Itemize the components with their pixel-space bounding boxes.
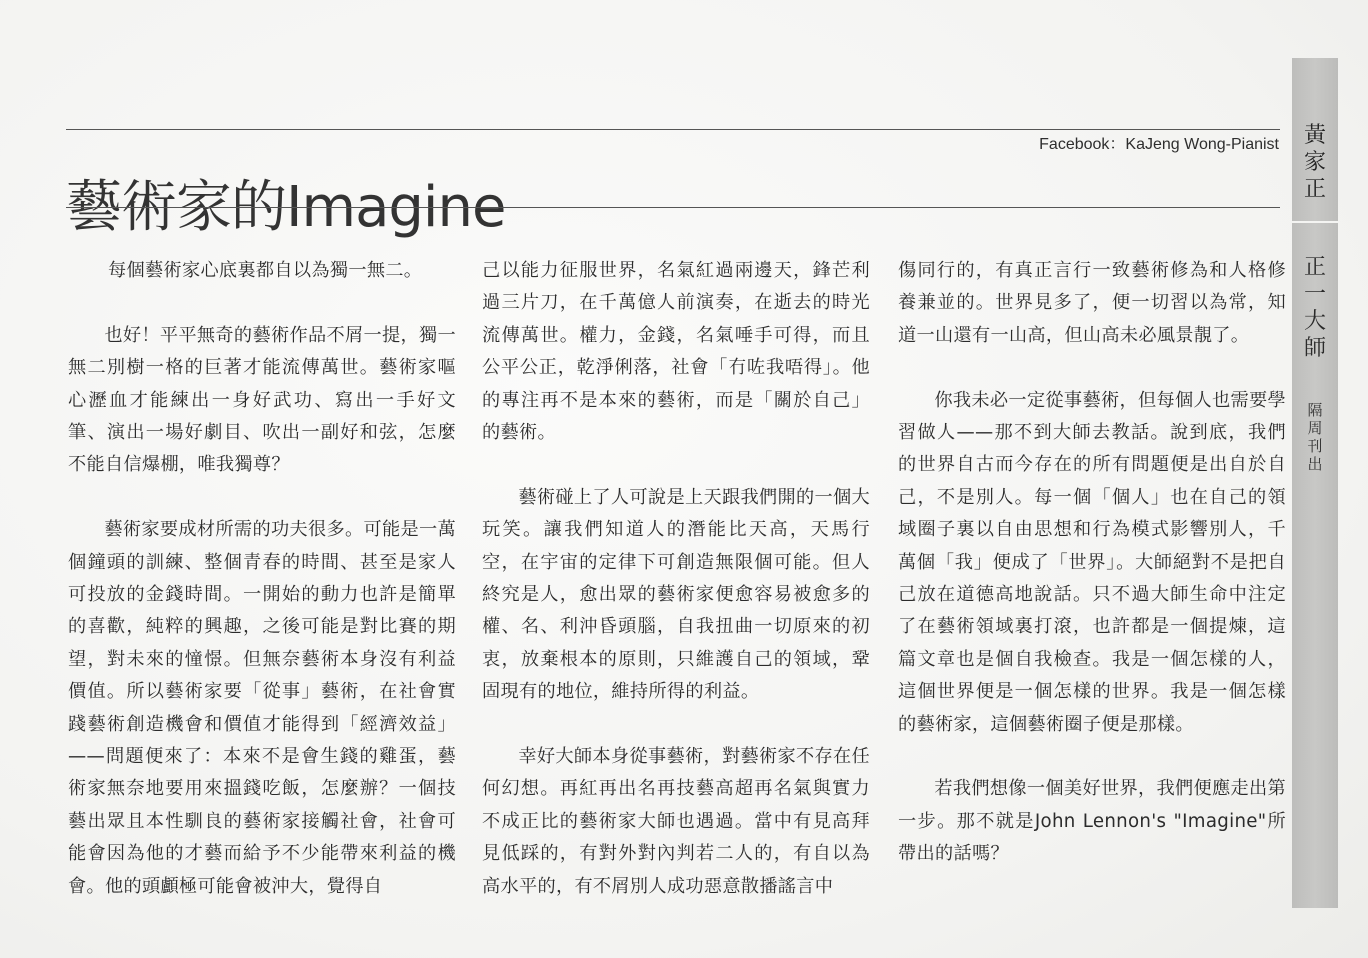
vertical-char: 一 xyxy=(1303,282,1326,307)
vertical-char: 師 xyxy=(1303,336,1326,361)
vertical-char: 周 xyxy=(1307,419,1323,437)
article-column-3 xyxy=(898,255,1286,871)
vertical-char: 家 xyxy=(1303,150,1326,175)
vertical-char: 出 xyxy=(1307,455,1323,473)
column-sidebar xyxy=(1292,58,1338,908)
publication-frequency xyxy=(1292,401,1338,473)
header-top-rule xyxy=(66,129,1280,130)
header-bottom-rule xyxy=(66,207,1280,208)
paragraph: 也好！平平無奇的藝術作品不屑一提，獨一無二別樹一格的巨著才能流傳萬世。藝術家嘔心瀝血才能練出一身好武功、寫出一手好文筆、演出一場好劇目、吹出一副好和弦，怎麼不能自信爆棚，唯我獨尊？ xyxy=(68,324,456,476)
paragraph: 你我未必一定從事藝術，但每個人也需要學習做人——那不到大師去教話。說到底，我們的世界自古而今存在的所有問題便是出自於自己，不是別人。每一個「個人」也在自己的領域圈子裏以自由思想和行為模式影響別人，千萬個「我」便成了「世界」。大師絕對不是把自己放在道德高地說話。只不過大師生命中注定了在藝術領域裏打滾，也許都是一個提煉，這篇文章也是個自我檢查。我是一個怎樣的人，這個世界便是一個怎樣的世界。我是一個怎樣的藝術家，這個藝術圈子便是那樣。 xyxy=(898,389,1286,735)
vertical-char: 大 xyxy=(1303,309,1326,334)
paragraph: 傷同行的，有真正言行一致藝術修為和人格修養兼並的。世界見多了，便一切習以為常，知道一山還有一山高，但山高未必風景靚了。 xyxy=(898,260,1286,346)
article-column-2 xyxy=(482,255,870,903)
vertical-char: 刊 xyxy=(1307,437,1323,455)
author-name xyxy=(1292,122,1338,203)
paragraph: 藝術碰上了人可說是上天跟我們開的一個大玩笑。讓我們知道人的潛能比天高，天馬行空，在宇宙的定律下可創造無限個可能。但人終究是人，愈出眾的藝術家便愈容易被愈多的權、名、利沖昏頭腦，自我扭曲一切原來的初衷，放棄根本的原則，只維護自己的領域，鞏固現有的地位，維持所得的利益。 xyxy=(482,486,870,703)
vertical-char: 隔 xyxy=(1307,401,1323,419)
paragraph: 每個藝術家心底裏都自以為獨一無二。 xyxy=(108,260,423,281)
vertical-char: 黃 xyxy=(1303,123,1326,148)
paragraph: 若我們想像一個美好世界，我們便應走出第一步。那不就是John Lennon's "Imagine"所帶出的話嗎？ xyxy=(898,778,1286,865)
article-column-1 xyxy=(68,255,456,903)
vertical-char: 正 xyxy=(1303,177,1326,202)
author-facebook: Facebook：KaJeng Wong-Pianist xyxy=(1039,136,1279,153)
column-name xyxy=(1292,254,1338,362)
paragraph: 藝術家要成材所需的功夫很多。可能是一萬個鐘頭的訓練、整個青春的時間、甚至是家人可投放的金錢時間。一開始的動力也許是簡單的喜歡，純粹的興趣，之後可能是對比賽的期望，對未來的憧憬。但無奈藝術本身沒有利益價值。所以藝術家要「從事」藝術，在社會實踐藝術創造機會和價值才能得到「經濟效益」——問題便來了：本來不是會生錢的雞蛋，藝術家無奈地要用來搵錢吃飯，怎麼辦？一個技藝出眾且本性馴良的藝術家接觸社會，社會可能會因為他的才藝而給予不少能帶來利益的機會。他的頭顱極可能會被沖大，覺得自 xyxy=(68,519,456,897)
article-title: 藝術家的Imagine xyxy=(66,174,506,240)
sidebar-divider xyxy=(1292,221,1338,223)
paragraph: 己以能力征服世界，名氣紅過兩邊天，鋒芒利過三片刀，在千萬億人前演奏，在逝去的時光流傳萬世。權力，金錢，名氣唾手可得，而且公平公正，乾淨俐落，社會「冇咗我唔得」。他的專注再不是本來的藝術，而是「關於自己」的藝術。 xyxy=(482,260,870,444)
paragraph: 幸好大師本身從事藝術，對藝術家不存在任何幻想。再紅再出名再技藝高超再名氣與實力不成正比的藝術家大師也遇過。當中有見高拜見低踩的，有對外對內判若二人的，有自以為高水平的，有不屑別人成功惡意散播謠言中 xyxy=(482,746,870,897)
vertical-char: 正 xyxy=(1303,255,1326,280)
